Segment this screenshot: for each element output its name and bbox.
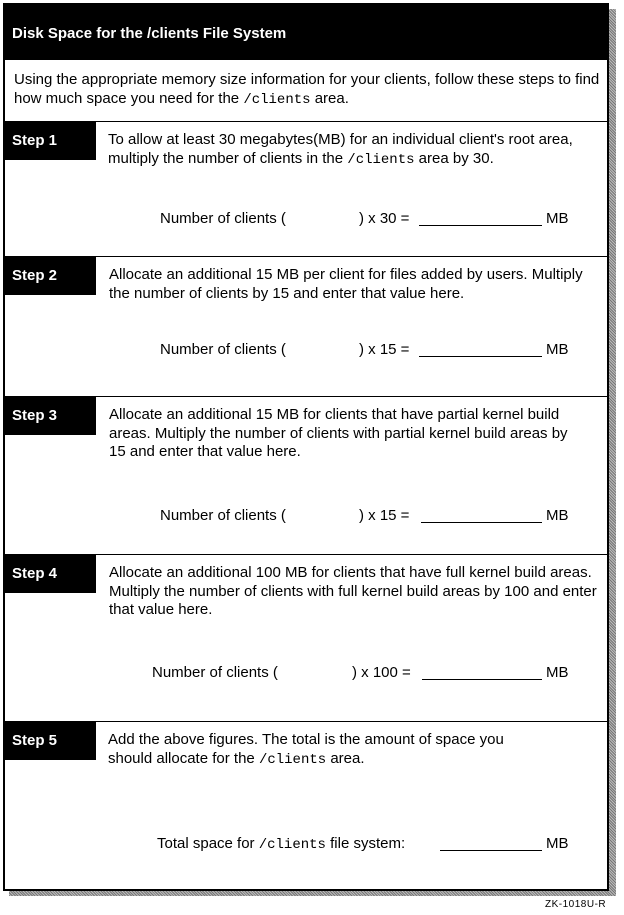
worksheet-header bbox=[5, 5, 607, 59]
step-text: Allocate an additional 15 MB per client for files added by users. Multiply the number of clients by 15 and enter that value here. bbox=[109, 266, 583, 302]
step-instructions bbox=[108, 131, 598, 169]
formula-label bbox=[157, 835, 405, 853]
answer-blank[interactable] bbox=[421, 522, 542, 523]
formula-multiplier: ) x 15 = bbox=[359, 507, 410, 524]
answer-blank[interactable] bbox=[419, 356, 542, 357]
step-instructions bbox=[108, 731, 528, 769]
step-text: Allocate an additional 15 MB for clients that have partial kernel build areas. Multiply the number of clients with partial kernel build areas by 15 and enter that value here. bbox=[109, 406, 568, 460]
formula-label: Number of clients ( bbox=[160, 507, 286, 524]
step-label bbox=[5, 122, 96, 160]
step-code: /clients bbox=[347, 151, 415, 168]
step-instructions bbox=[109, 564, 599, 620]
formula-multiplier: ) x 100 = bbox=[352, 664, 411, 681]
step-label-text: Step 2 bbox=[12, 267, 58, 284]
step-instructions bbox=[109, 406, 579, 462]
formula-text: Total space for bbox=[157, 835, 259, 852]
unit-label: MB bbox=[546, 835, 569, 852]
step-1 bbox=[5, 121, 607, 257]
page-title: Disk Space for the /clients File System bbox=[12, 25, 287, 42]
step-label bbox=[5, 722, 96, 760]
step-text-post: area by 30. bbox=[414, 149, 494, 167]
worksheet bbox=[3, 3, 609, 891]
intro-section bbox=[5, 59, 607, 122]
intro-code: /clients bbox=[243, 92, 311, 108]
intro-text-post: area. bbox=[310, 90, 349, 107]
formula-text-post: file system: bbox=[325, 835, 406, 852]
answer-blank[interactable] bbox=[419, 225, 542, 226]
step-5 bbox=[5, 721, 607, 890]
step-label-text: Step 5 bbox=[12, 732, 58, 749]
step-label bbox=[5, 555, 96, 593]
step-label bbox=[5, 397, 96, 435]
step-label-text: Step 3 bbox=[12, 407, 58, 424]
unit-label: MB bbox=[546, 507, 569, 524]
step-code: /clients bbox=[258, 751, 327, 768]
formula-label: Number of clients ( bbox=[160, 341, 286, 358]
answer-blank[interactable] bbox=[422, 679, 542, 680]
intro-text bbox=[14, 70, 607, 110]
unit-label: MB bbox=[546, 664, 569, 681]
step-4 bbox=[5, 554, 607, 722]
step-text: Add the above figures. The total is the amount of space you should allocate for the bbox=[108, 731, 504, 767]
answer-blank[interactable] bbox=[440, 850, 542, 851]
intro-text-pre: Using the appropriate memory size information for your clients, follow these steps to find how much space you need for the bbox=[14, 71, 600, 107]
formula-label: Number of clients ( bbox=[160, 210, 286, 227]
step-text: To allow at least 30 megabytes(MB) for an individual client's root area, multiply the number of clients in the bbox=[108, 131, 573, 167]
figure-code: ZK-1018U-R bbox=[545, 899, 607, 910]
unit-label: MB bbox=[546, 210, 569, 227]
step-3 bbox=[5, 396, 607, 555]
formula-label: Number of clients ( bbox=[152, 664, 278, 681]
step-label-text: Step 1 bbox=[12, 132, 58, 149]
unit-label: MB bbox=[546, 341, 569, 358]
step-text: Allocate an additional 100 MB for clients that have full kernel build areas. Multiply the number of clients with full kernel build areas by 100 and enter that value here. bbox=[109, 564, 597, 618]
formula-multiplier: ) x 30 = bbox=[359, 210, 410, 227]
step-text-post: area. bbox=[326, 749, 365, 767]
step-instructions bbox=[109, 266, 599, 303]
formula-multiplier: ) x 15 = bbox=[359, 341, 410, 358]
formula-code: /clients bbox=[258, 837, 326, 853]
step-label-text: Step 4 bbox=[12, 565, 58, 582]
step-label bbox=[5, 257, 96, 295]
step-2 bbox=[5, 256, 607, 397]
